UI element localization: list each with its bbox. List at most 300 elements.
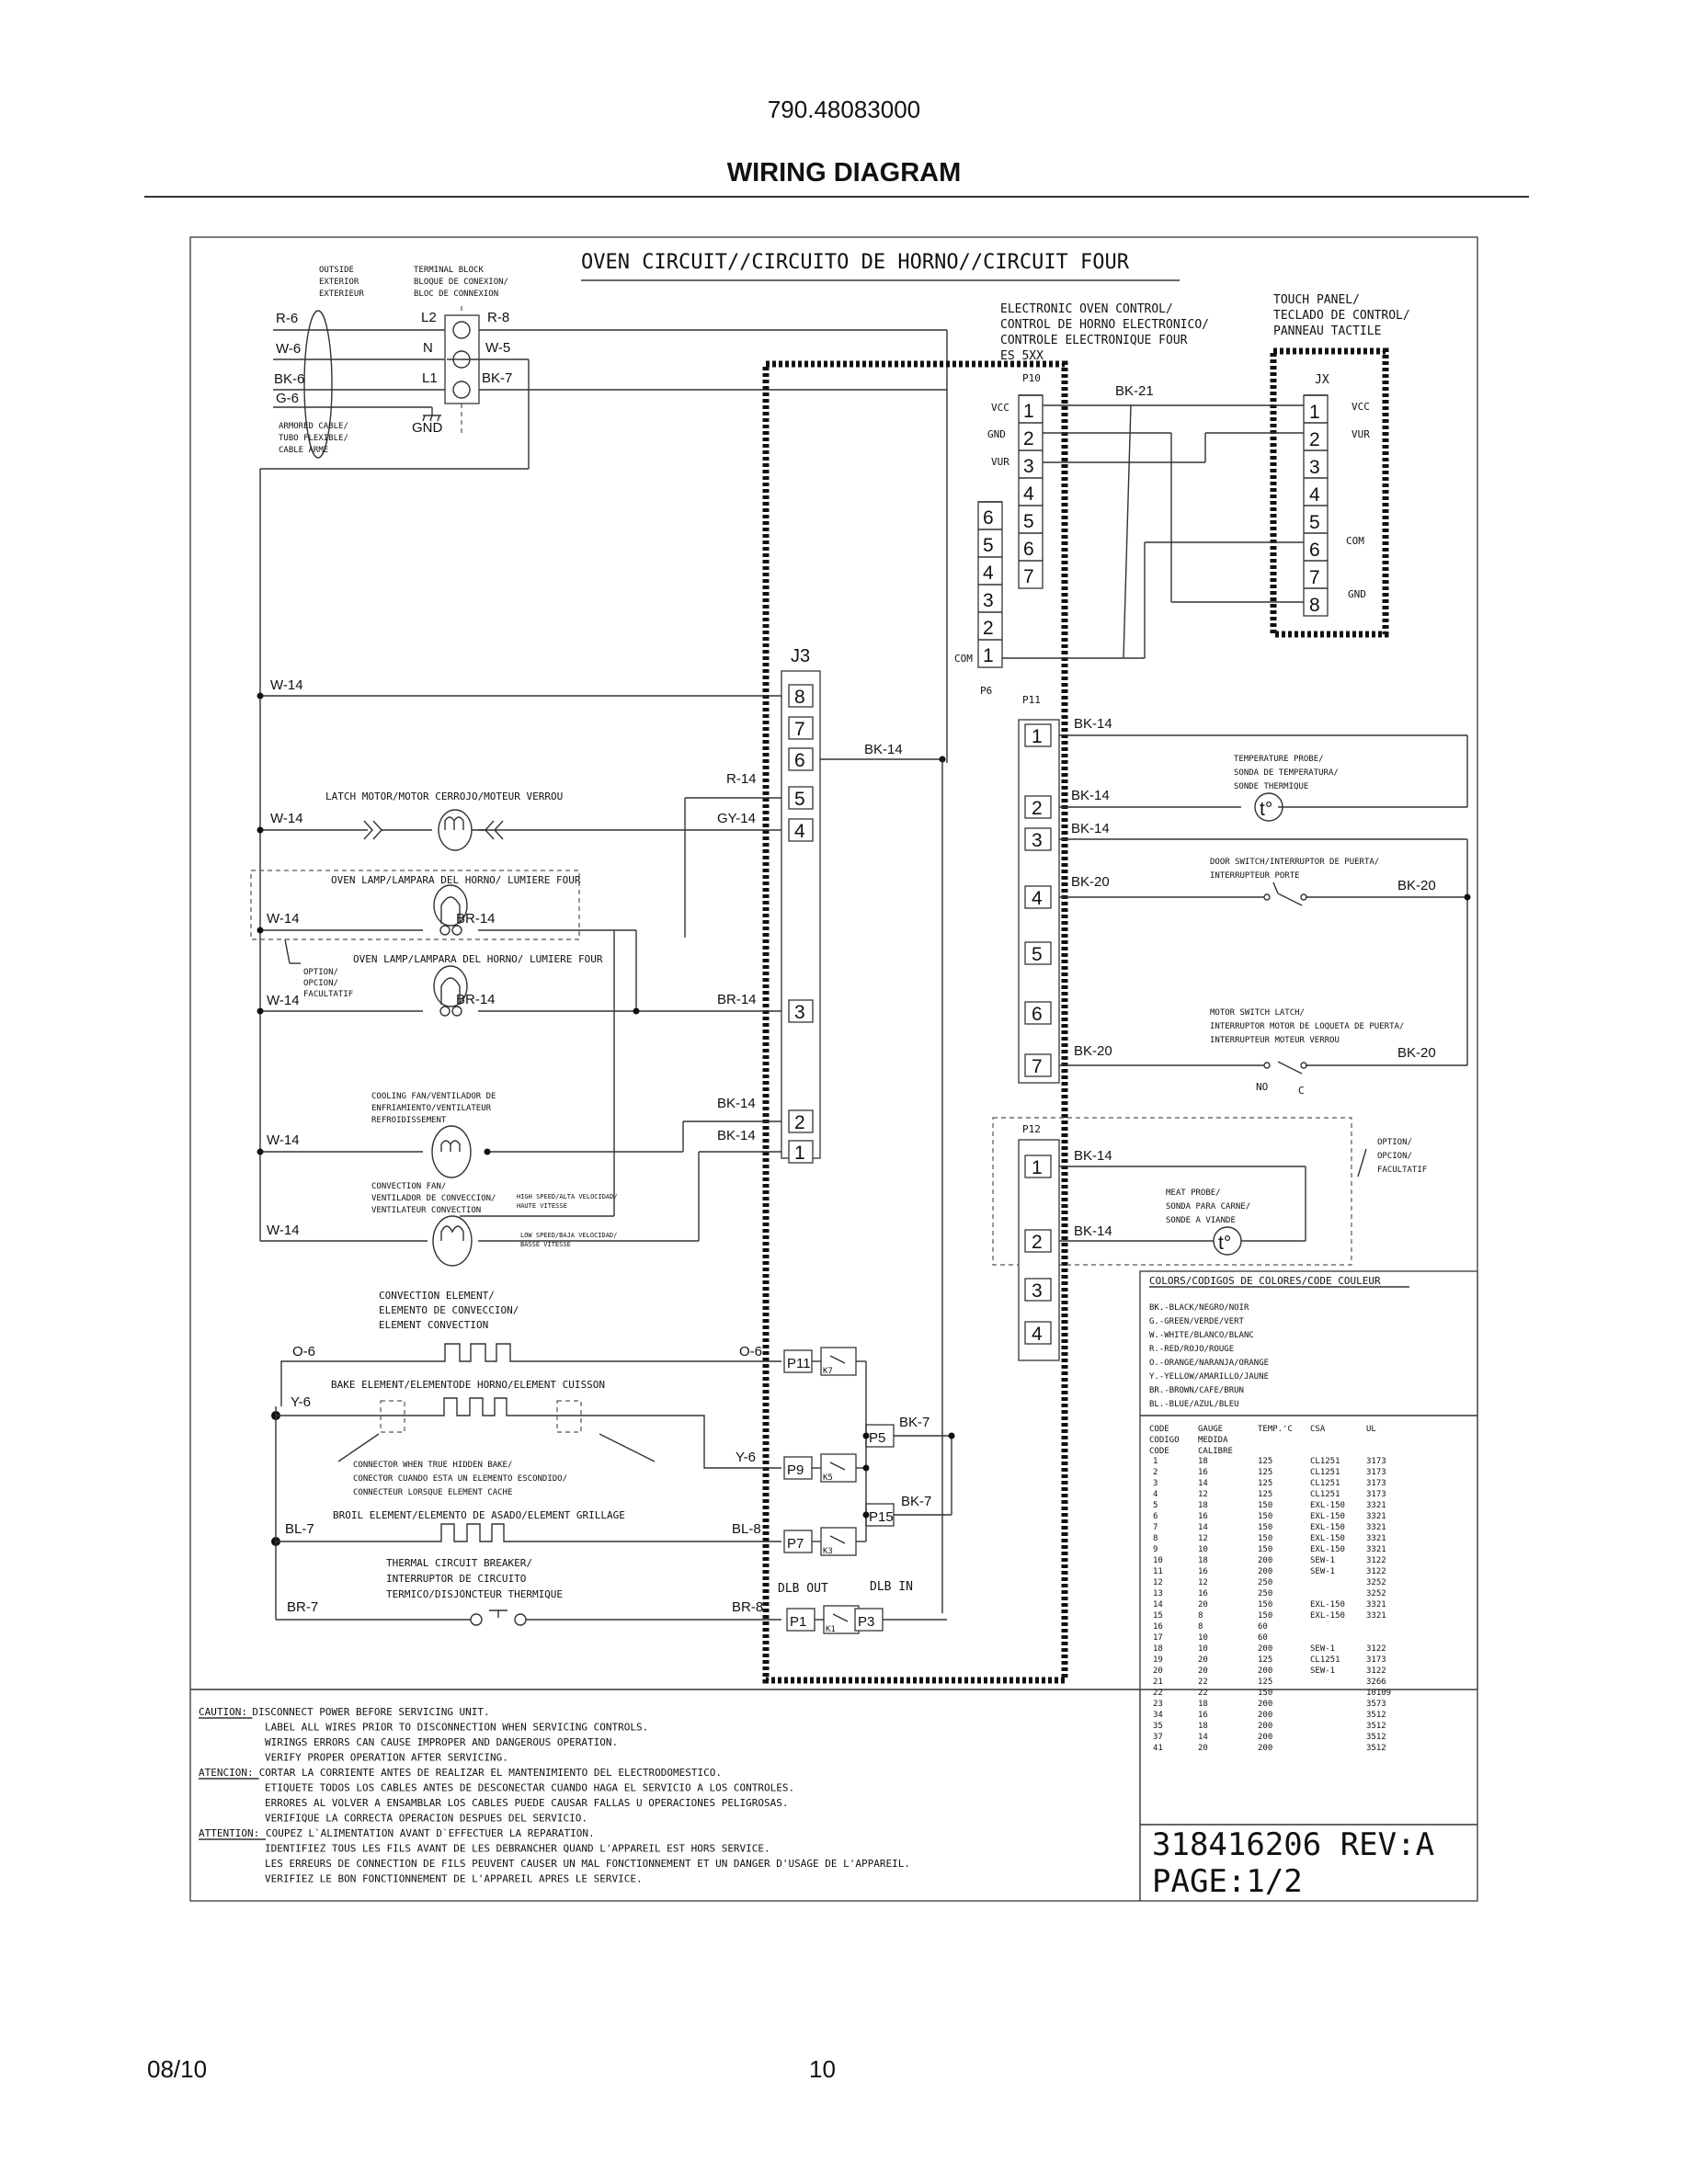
jx-pin: 5 bbox=[1309, 512, 1320, 533]
broil-element-label: BROIL ELEMENT/ELEMENTO DE ASADO/ELEMENT GRILLAGE bbox=[333, 1509, 625, 1521]
svg-text:125: 125 bbox=[1258, 1479, 1273, 1488]
svg-text:16: 16 bbox=[1198, 1512, 1208, 1521]
svg-text:DLB OUT: DLB OUT bbox=[778, 1582, 828, 1596]
svg-text:12: 12 bbox=[1198, 1578, 1208, 1587]
svg-text:3122: 3122 bbox=[1366, 1556, 1386, 1565]
relay-k7: K7 bbox=[823, 1367, 833, 1376]
relay-k3: K3 bbox=[823, 1547, 833, 1556]
svg-text:GND: GND bbox=[1348, 588, 1366, 600]
p12-pin: 2 bbox=[1032, 1232, 1043, 1253]
relay-k5: K5 bbox=[823, 1473, 833, 1483]
svg-text:EXL-150: EXL-150 bbox=[1310, 1501, 1345, 1510]
svg-text:3512: 3512 bbox=[1366, 1711, 1386, 1720]
svg-text:OVEN LAMP/LAMPARA DEL HORNO/ L: OVEN LAMP/LAMPARA DEL HORNO/ LUMIERE FOUR bbox=[353, 953, 603, 965]
bake-element-label: BAKE ELEMENT/ELEMENTODE HORNO/ELEMENT CUISSON bbox=[331, 1379, 606, 1391]
svg-text:LOW SPEED/BAJA VELOCIDAD/: LOW SPEED/BAJA VELOCIDAD/ bbox=[520, 1232, 618, 1239]
svg-text:CL1251: CL1251 bbox=[1310, 1490, 1340, 1499]
svg-text:SEW-1: SEW-1 bbox=[1310, 1666, 1336, 1676]
color-code-item: G.-GREEN/VERDE/VERT bbox=[1149, 1317, 1244, 1326]
jx-pin: 2 bbox=[1309, 429, 1320, 450]
svg-text:W-14: W-14 bbox=[267, 993, 300, 1008]
caution-line: COUPEZ L`ALIMENTATION AVANT D`EFFECTUER LA REPARATION. bbox=[266, 1827, 595, 1839]
svg-text:3: 3 bbox=[1153, 1479, 1158, 1488]
svg-text:INTERRUPTOR DE CIRCUITO: INTERRUPTOR DE CIRCUITO bbox=[386, 1573, 527, 1585]
svg-text:22: 22 bbox=[1153, 1689, 1163, 1698]
p10-pin: 3 bbox=[1023, 456, 1034, 477]
svg-text:3122: 3122 bbox=[1366, 1666, 1386, 1676]
svg-text:BK-20: BK-20 bbox=[1074, 1043, 1112, 1059]
svg-text:ELEMENTO DE CONVECCION/: ELEMENTO DE CONVECCION/ bbox=[379, 1304, 519, 1316]
svg-text:W-14: W-14 bbox=[270, 677, 303, 693]
p6-pin: 6 bbox=[983, 507, 994, 529]
svg-text:EXTERIEUR: EXTERIEUR bbox=[319, 290, 364, 299]
svg-text:200: 200 bbox=[1258, 1711, 1273, 1720]
svg-text:FACULTATIF: FACULTATIF bbox=[1377, 1166, 1428, 1175]
p6-pin: 1 bbox=[983, 645, 994, 666]
svg-text:CONVECTION FAN/: CONVECTION FAN/ bbox=[371, 1182, 447, 1191]
svg-text:BK-20: BK-20 bbox=[1397, 878, 1436, 893]
color-code-item: W.-WHITE/BLANCO/BLANC bbox=[1149, 1331, 1254, 1340]
svg-text:CONNECTOR WHEN TRUE HIDDEN BAK: CONNECTOR WHEN TRUE HIDDEN BAKE/ bbox=[353, 1461, 513, 1470]
svg-text:BR-14: BR-14 bbox=[456, 911, 496, 927]
svg-text:200: 200 bbox=[1258, 1733, 1273, 1742]
diagram-title: OVEN CIRCUIT//CIRCUITO DE HORNO//CIRCUIT FOUR bbox=[581, 251, 1130, 274]
svg-text:10: 10 bbox=[1198, 1644, 1208, 1654]
svg-text:COM: COM bbox=[1346, 535, 1364, 547]
svg-text:VUR: VUR bbox=[1352, 428, 1370, 440]
svg-text:3321: 3321 bbox=[1366, 1523, 1386, 1532]
svg-text:150: 150 bbox=[1258, 1523, 1273, 1532]
svg-text:THERMAL CIRCUIT BREAKER/: THERMAL CIRCUIT BREAKER/ bbox=[386, 1557, 532, 1569]
svg-text:20: 20 bbox=[1198, 1666, 1208, 1676]
svg-text:INTERRUPTOR MOTOR DE LOQUETA D: INTERRUPTOR MOTOR DE LOQUETA DE PUERTA/ bbox=[1210, 1022, 1405, 1031]
svg-text:VCC: VCC bbox=[1352, 401, 1370, 413]
svg-text:125: 125 bbox=[1258, 1457, 1273, 1466]
svg-text:COM: COM bbox=[954, 653, 973, 665]
svg-text:14: 14 bbox=[1198, 1733, 1208, 1742]
relay-pin-p11: P11 bbox=[787, 1356, 811, 1371]
svg-text:CONNECTEUR LORSQUE ELEMENT CAC: CONNECTEUR LORSQUE ELEMENT CACHE bbox=[353, 1488, 513, 1497]
svg-text:8: 8 bbox=[1153, 1534, 1158, 1543]
document-number: 318416206 REV:A bbox=[1152, 1826, 1435, 1863]
svg-text:125: 125 bbox=[1258, 1655, 1273, 1665]
svg-text:Y-6: Y-6 bbox=[736, 1450, 756, 1465]
svg-text:BLOC DE CONNEXION: BLOC DE CONNEXION bbox=[414, 290, 499, 299]
svg-text:BK-21: BK-21 bbox=[1115, 383, 1154, 399]
svg-text:BL-8: BL-8 bbox=[732, 1521, 761, 1537]
svg-text:18: 18 bbox=[1198, 1556, 1208, 1565]
jx-pin: 4 bbox=[1309, 484, 1320, 506]
color-code-item: Y.-YELLOW/AMARILLO/JAUNE bbox=[1149, 1372, 1270, 1382]
svg-text:BK-14: BK-14 bbox=[1074, 1148, 1112, 1164]
svg-text:TERMICO/DISJONCTEUR THERMIQUE: TERMICO/DISJONCTEUR THERMIQUE bbox=[386, 1588, 564, 1600]
svg-text:250: 250 bbox=[1258, 1589, 1273, 1598]
relay-k1: K1 bbox=[826, 1625, 836, 1634]
svg-text:BK-14: BK-14 bbox=[717, 1096, 756, 1111]
caution-line: VERIFIQUE LA CORRECTA OPERACION DESPUES DEL SERVICIO. bbox=[265, 1812, 587, 1825]
svg-text:8: 8 bbox=[1198, 1622, 1203, 1632]
svg-text:OVEN LAMP/LAMPARA DEL HORNO/ L: OVEN LAMP/LAMPARA DEL HORNO/ LUMIERE FOUR bbox=[331, 874, 581, 886]
svg-text:O-6: O-6 bbox=[292, 1344, 316, 1359]
svg-text:12: 12 bbox=[1198, 1534, 1208, 1543]
relay-pin-p15: P15 bbox=[869, 1509, 894, 1525]
svg-text:OPTION/: OPTION/ bbox=[303, 968, 338, 977]
page-title: WIRING DIAGRAM bbox=[726, 158, 962, 188]
svg-text:PANNEAU TACTILE: PANNEAU TACTILE bbox=[1273, 324, 1382, 338]
p10-pin: 7 bbox=[1023, 566, 1034, 587]
svg-text:20: 20 bbox=[1198, 1655, 1208, 1665]
jx-pin: 8 bbox=[1309, 595, 1320, 616]
gauge-table-header: CSA bbox=[1310, 1425, 1326, 1434]
gnd-label: GND bbox=[412, 420, 443, 436]
svg-text:200: 200 bbox=[1258, 1666, 1273, 1676]
caution-line: VERIFY PROPER OPERATION AFTER SERVICING. bbox=[265, 1751, 508, 1764]
svg-text:CABLE ARME: CABLE ARME bbox=[279, 446, 329, 455]
relay-pin-p7: P7 bbox=[787, 1536, 804, 1552]
latch-motor-label: LATCH MOTOR/MOTOR CERROJO/MOTEUR VERROU bbox=[325, 791, 564, 802]
svg-text:VCC: VCC bbox=[991, 402, 1009, 414]
svg-text:GND: GND bbox=[987, 428, 1006, 440]
caution-line: LABEL ALL WIRES PRIOR TO DISCONNECTION WHEN SERVICING CONTROLS. bbox=[265, 1721, 649, 1734]
p11-pin: 5 bbox=[1032, 944, 1043, 965]
gauge-table-header: MEDIDA bbox=[1198, 1436, 1228, 1445]
svg-text:BR-8: BR-8 bbox=[732, 1599, 764, 1615]
svg-text:BK-14: BK-14 bbox=[717, 1128, 756, 1143]
svg-text:3122: 3122 bbox=[1366, 1567, 1386, 1576]
svg-text:EXL-150: EXL-150 bbox=[1310, 1534, 1345, 1543]
p10-pin: 6 bbox=[1023, 539, 1034, 560]
svg-text:W-14: W-14 bbox=[270, 811, 303, 826]
svg-text:60: 60 bbox=[1258, 1633, 1268, 1643]
svg-text:3321: 3321 bbox=[1366, 1512, 1386, 1521]
relay-pin-p1: P1 bbox=[790, 1614, 807, 1630]
svg-text:BLOQUE DE CONEXION/: BLOQUE DE CONEXION/ bbox=[414, 278, 508, 287]
svg-text:23: 23 bbox=[1153, 1700, 1163, 1709]
page-indicator: PAGE:1/2 bbox=[1152, 1863, 1303, 1900]
svg-text:3252: 3252 bbox=[1366, 1578, 1386, 1587]
jx-pin: 3 bbox=[1309, 457, 1320, 478]
svg-text:COOLING FAN/VENTILADOR DE: COOLING FAN/VENTILADOR DE bbox=[371, 1092, 496, 1101]
svg-text:R-6: R-6 bbox=[276, 311, 299, 326]
svg-text:3173: 3173 bbox=[1366, 1479, 1386, 1488]
gauge-table-header: CODE bbox=[1149, 1425, 1169, 1434]
svg-text:JX: JX bbox=[1315, 373, 1329, 387]
svg-text:FACULTATIF: FACULTATIF bbox=[303, 990, 354, 999]
svg-text:SEW-1: SEW-1 bbox=[1310, 1567, 1336, 1576]
svg-text:18: 18 bbox=[1198, 1722, 1208, 1731]
svg-text:MEAT PROBE/: MEAT PROBE/ bbox=[1166, 1189, 1221, 1198]
model-number: 790.48083000 bbox=[767, 96, 921, 123]
svg-text:18: 18 bbox=[1198, 1700, 1208, 1709]
svg-text:16: 16 bbox=[1198, 1567, 1208, 1576]
j3-pin: 5 bbox=[794, 789, 805, 810]
svg-text:NO: NO bbox=[1256, 1081, 1269, 1093]
p11-pin: 7 bbox=[1032, 1056, 1043, 1077]
svg-text:BK-14: BK-14 bbox=[864, 742, 903, 757]
svg-text:16: 16 bbox=[1198, 1589, 1208, 1598]
svg-text:O-6: O-6 bbox=[739, 1344, 763, 1359]
svg-text:t°: t° bbox=[1260, 799, 1273, 820]
svg-text:R-14: R-14 bbox=[726, 771, 757, 787]
svg-text:CL1251: CL1251 bbox=[1310, 1479, 1340, 1488]
svg-text:HIGH SPEED/ALTA VELOCIDAD/: HIGH SPEED/ALTA VELOCIDAD/ bbox=[517, 1193, 618, 1200]
svg-text:150: 150 bbox=[1258, 1600, 1273, 1610]
svg-text:DOOR SWITCH/INTERRUPTOR DE PUE: DOOR SWITCH/INTERRUPTOR DE PUERTA/ bbox=[1210, 858, 1380, 867]
svg-text:10: 10 bbox=[1198, 1633, 1208, 1643]
color-code-item: BK.-BLACK/NEGRO/NOIR bbox=[1149, 1303, 1249, 1313]
svg-text:3321: 3321 bbox=[1366, 1600, 1386, 1610]
svg-text:L2: L2 bbox=[421, 310, 437, 325]
svg-text:125: 125 bbox=[1258, 1468, 1273, 1477]
svg-text:3573: 3573 bbox=[1366, 1700, 1386, 1709]
svg-text:20: 20 bbox=[1198, 1600, 1208, 1610]
svg-text:3321: 3321 bbox=[1366, 1534, 1386, 1543]
svg-text:4: 4 bbox=[1153, 1490, 1158, 1499]
svg-text:6: 6 bbox=[1153, 1512, 1158, 1521]
p10-pin: 1 bbox=[1023, 401, 1034, 422]
svg-text:W-14: W-14 bbox=[267, 1223, 300, 1238]
svg-text:ARMORED CABLE/: ARMORED CABLE/ bbox=[279, 422, 348, 431]
svg-text:21: 21 bbox=[1153, 1678, 1163, 1687]
svg-text:P6: P6 bbox=[980, 685, 993, 697]
svg-text:REFROIDISSEMENT: REFROIDISSEMENT bbox=[371, 1116, 447, 1125]
svg-text:10: 10 bbox=[1153, 1556, 1163, 1565]
svg-text:J3: J3 bbox=[791, 646, 811, 666]
svg-text:19: 19 bbox=[1153, 1655, 1163, 1665]
svg-text:DLB IN: DLB IN bbox=[870, 1580, 913, 1594]
svg-text:18: 18 bbox=[1198, 1501, 1208, 1510]
svg-text:MOTOR SWITCH LATCH/: MOTOR SWITCH LATCH/ bbox=[1210, 1008, 1305, 1018]
svg-text:18: 18 bbox=[1198, 1457, 1208, 1466]
svg-text:3173: 3173 bbox=[1366, 1655, 1386, 1665]
svg-text:7: 7 bbox=[1153, 1523, 1158, 1532]
svg-text:5: 5 bbox=[1153, 1501, 1158, 1510]
jx-pin: 1 bbox=[1309, 402, 1320, 423]
svg-text:35: 35 bbox=[1153, 1722, 1163, 1731]
svg-text:CL1251: CL1251 bbox=[1310, 1468, 1340, 1477]
svg-text:150: 150 bbox=[1258, 1512, 1273, 1521]
footer-date: 08/10 bbox=[147, 2055, 208, 2083]
caution-heading: CAUTION: bbox=[199, 1706, 247, 1718]
caution-heading: ATENCION: bbox=[199, 1767, 254, 1779]
svg-text:EXTERIOR: EXTERIOR bbox=[319, 278, 359, 287]
svg-text:P11: P11 bbox=[1022, 694, 1041, 706]
gauge-table-header: TEMP.'C bbox=[1258, 1425, 1293, 1434]
j3-pin: 2 bbox=[794, 1112, 805, 1133]
svg-text:150: 150 bbox=[1258, 1611, 1273, 1621]
caution-line: VERIFIEZ LE BON FONCTIONNEMENT DE L'APPAREIL APRES LE SERVICE. bbox=[265, 1872, 643, 1885]
svg-text:11: 11 bbox=[1153, 1567, 1163, 1576]
p11-pin: 2 bbox=[1032, 798, 1043, 819]
svg-text:12: 12 bbox=[1198, 1490, 1208, 1499]
p10-pin: 2 bbox=[1023, 428, 1034, 449]
p12-pin: 3 bbox=[1032, 1280, 1043, 1302]
svg-text:VUR: VUR bbox=[991, 456, 1009, 468]
j3-pin: 4 bbox=[794, 821, 805, 842]
svg-text:BASSE VITESSE: BASSE VITESSE bbox=[520, 1241, 571, 1248]
svg-text:BK-20: BK-20 bbox=[1397, 1045, 1436, 1061]
svg-text:VENTILATEUR CONVECTION: VENTILATEUR CONVECTION bbox=[371, 1206, 482, 1215]
gauge-table-header: UL bbox=[1366, 1425, 1376, 1434]
svg-text:BK-14: BK-14 bbox=[1071, 821, 1110, 836]
svg-text:BK-20: BK-20 bbox=[1071, 874, 1110, 890]
svg-text:16: 16 bbox=[1198, 1468, 1208, 1477]
svg-text:ENFRIAMIENTO/VENTILATEUR: ENFRIAMIENTO/VENTILATEUR bbox=[371, 1104, 492, 1113]
svg-text:CONECTOR CUANDO ESTA UN ELEMEN: CONECTOR CUANDO ESTA UN ELEMENTO ESCONDIDO/ bbox=[353, 1474, 567, 1484]
svg-text:SEW-1: SEW-1 bbox=[1310, 1556, 1336, 1565]
svg-text:3266: 3266 bbox=[1366, 1678, 1386, 1687]
svg-text:INTERRUPTEUR MOTEUR VERROU: INTERRUPTEUR MOTEUR VERROU bbox=[1210, 1036, 1340, 1045]
svg-text:R-8: R-8 bbox=[487, 310, 510, 325]
svg-text:OUTSIDE: OUTSIDE bbox=[319, 266, 354, 275]
svg-text:3512: 3512 bbox=[1366, 1722, 1386, 1731]
relay-pin-p9: P9 bbox=[787, 1462, 804, 1478]
svg-text:TERMINAL BLOCK: TERMINAL BLOCK bbox=[414, 266, 484, 275]
svg-text:BK-14: BK-14 bbox=[1074, 716, 1112, 732]
svg-text:12: 12 bbox=[1153, 1578, 1163, 1587]
svg-text:SEW-1: SEW-1 bbox=[1310, 1644, 1336, 1654]
svg-text:BK-7: BK-7 bbox=[901, 1494, 932, 1509]
svg-text:t°: t° bbox=[1218, 1233, 1232, 1254]
svg-text:150: 150 bbox=[1258, 1534, 1273, 1543]
svg-text:OPTION/: OPTION/ bbox=[1377, 1138, 1412, 1147]
svg-text:15: 15 bbox=[1153, 1611, 1163, 1621]
relay-pin-p3: P3 bbox=[858, 1614, 875, 1630]
svg-text:18: 18 bbox=[1153, 1644, 1163, 1654]
caution-heading: ATTENTION: bbox=[199, 1827, 260, 1839]
svg-text:200: 200 bbox=[1258, 1744, 1273, 1753]
svg-text:3321: 3321 bbox=[1366, 1501, 1386, 1510]
svg-text:8: 8 bbox=[1198, 1611, 1203, 1621]
j3-pin: 7 bbox=[794, 719, 805, 740]
svg-text:3321: 3321 bbox=[1366, 1611, 1386, 1621]
svg-text:3122: 3122 bbox=[1366, 1644, 1386, 1654]
svg-text:HAUTE VITESSE: HAUTE VITESSE bbox=[517, 1202, 567, 1210]
color-code-item: BR.-BROWN/CAFE/BRUN bbox=[1149, 1386, 1244, 1395]
svg-text:ES 5XX: ES 5XX bbox=[1000, 349, 1044, 363]
svg-text:3173: 3173 bbox=[1366, 1468, 1386, 1477]
svg-text:125: 125 bbox=[1258, 1490, 1273, 1499]
svg-text:Y-6: Y-6 bbox=[291, 1394, 311, 1410]
svg-text:41: 41 bbox=[1153, 1744, 1163, 1753]
svg-text:SONDA DE TEMPERATURA/: SONDA DE TEMPERATURA/ bbox=[1234, 768, 1339, 778]
caution-line: LES ERREURS DE CONNECTION DE FILS PEUVENT CAUSER UN MAL FONCTIONNEMENT ET UN DANGER D'USAGE DE L'APPAREIL. bbox=[265, 1858, 910, 1870]
svg-text:L1: L1 bbox=[422, 370, 438, 386]
p11-pin: 3 bbox=[1032, 830, 1043, 851]
svg-text:SONDE A VIANDE: SONDE A VIANDE bbox=[1166, 1216, 1236, 1225]
gauge-table-header: CODE bbox=[1149, 1447, 1169, 1456]
svg-text:EXL-150: EXL-150 bbox=[1310, 1611, 1345, 1621]
svg-text:BK-7: BK-7 bbox=[482, 370, 513, 386]
svg-text:BR-7: BR-7 bbox=[287, 1599, 319, 1615]
svg-text:3512: 3512 bbox=[1366, 1733, 1386, 1742]
color-code-item: R.-RED/ROJO/ROUGE bbox=[1149, 1345, 1235, 1354]
p6-pin: 4 bbox=[983, 563, 994, 584]
svg-text:OPCION/: OPCION/ bbox=[1377, 1152, 1412, 1161]
svg-text:200: 200 bbox=[1258, 1644, 1273, 1654]
svg-text:200: 200 bbox=[1258, 1700, 1273, 1709]
svg-text:CONTROLE ELECTRONIQUE FOUR: CONTROLE ELECTRONIQUE FOUR bbox=[1000, 334, 1188, 347]
svg-text:3512: 3512 bbox=[1366, 1744, 1386, 1753]
svg-text:SONDA PARA CARNE/: SONDA PARA CARNE/ bbox=[1166, 1202, 1251, 1211]
gauge-table-header: CODIGO bbox=[1149, 1436, 1180, 1445]
svg-text:3173: 3173 bbox=[1366, 1457, 1386, 1466]
svg-text:20: 20 bbox=[1198, 1744, 1208, 1753]
svg-text:150: 150 bbox=[1258, 1501, 1273, 1510]
svg-text:250: 250 bbox=[1258, 1578, 1273, 1587]
p12-pin: 4 bbox=[1032, 1324, 1043, 1345]
svg-text:200: 200 bbox=[1258, 1556, 1273, 1565]
svg-text:37: 37 bbox=[1153, 1733, 1163, 1742]
svg-text:BK-7: BK-7 bbox=[899, 1415, 930, 1430]
gauge-table-header: GAUGE bbox=[1198, 1425, 1224, 1434]
svg-text:C: C bbox=[1298, 1085, 1305, 1097]
jx-pin: 6 bbox=[1309, 540, 1320, 561]
svg-text:CL1251: CL1251 bbox=[1310, 1655, 1340, 1665]
svg-text:P12: P12 bbox=[1022, 1123, 1041, 1135]
svg-text:ELECTRONIC OVEN CONTROL/: ELECTRONIC OVEN CONTROL/ bbox=[1000, 302, 1173, 316]
svg-text:3321: 3321 bbox=[1366, 1545, 1386, 1554]
svg-text:EXL-150: EXL-150 bbox=[1310, 1512, 1345, 1521]
p11-pin: 1 bbox=[1032, 726, 1043, 747]
svg-text:10: 10 bbox=[1198, 1545, 1208, 1554]
svg-text:1: 1 bbox=[1153, 1457, 1158, 1466]
svg-text:2: 2 bbox=[1153, 1468, 1158, 1477]
svg-text:150: 150 bbox=[1258, 1689, 1273, 1698]
caution-line: IDENTIFIEZ TOUS LES FILS AVANT DE LES DEBRANCHER QUAND L'APPAREIL EST HORS SERVICE. bbox=[265, 1842, 770, 1855]
svg-text:EXL-150: EXL-150 bbox=[1310, 1545, 1345, 1554]
svg-text:W-14: W-14 bbox=[267, 1132, 300, 1148]
p10-pin: 5 bbox=[1023, 511, 1034, 532]
svg-text:13: 13 bbox=[1153, 1589, 1163, 1598]
svg-text:200: 200 bbox=[1258, 1567, 1273, 1576]
svg-text:P10: P10 bbox=[1022, 372, 1041, 384]
svg-text:34: 34 bbox=[1153, 1711, 1163, 1720]
svg-text:125: 125 bbox=[1258, 1678, 1273, 1687]
p11-pin: 6 bbox=[1032, 1004, 1043, 1025]
p12-pin: 1 bbox=[1032, 1157, 1043, 1178]
j3-pin: 3 bbox=[794, 1002, 805, 1023]
relay-pin-p5: P5 bbox=[869, 1430, 886, 1446]
svg-text:W-14: W-14 bbox=[267, 911, 300, 927]
svg-text:14: 14 bbox=[1198, 1479, 1208, 1488]
j3-connector bbox=[781, 671, 820, 1158]
svg-text:SONDE THERMIQUE: SONDE THERMIQUE bbox=[1234, 782, 1309, 791]
svg-text:GY-14: GY-14 bbox=[717, 811, 756, 826]
svg-text:9: 9 bbox=[1153, 1545, 1158, 1554]
svg-text:BK-14: BK-14 bbox=[1074, 1223, 1112, 1239]
svg-text:CONTROL DE HORNO ELECTRONICO/: CONTROL DE HORNO ELECTRONICO/ bbox=[1000, 318, 1209, 332]
svg-text:INTERRUPTEUR PORTE: INTERRUPTEUR PORTE bbox=[1210, 871, 1300, 881]
colors-legend-title: COLORS/CODIGOS DE COLORES/CODE COULEUR bbox=[1149, 1275, 1381, 1287]
svg-text:VENTILADOR DE CONVECCION/: VENTILADOR DE CONVECCION/ bbox=[371, 1194, 496, 1203]
svg-text:EXL-150: EXL-150 bbox=[1310, 1600, 1345, 1610]
svg-text:14: 14 bbox=[1198, 1523, 1208, 1532]
jx-connector bbox=[1304, 395, 1328, 616]
color-code-item: O.-ORANGE/NARANJA/ORANGE bbox=[1149, 1359, 1270, 1368]
svg-text:3173: 3173 bbox=[1366, 1490, 1386, 1499]
svg-text:150: 150 bbox=[1258, 1545, 1273, 1554]
svg-text:CONVECTION ELEMENT/: CONVECTION ELEMENT/ bbox=[379, 1290, 495, 1302]
svg-text:G-6: G-6 bbox=[276, 391, 300, 406]
j3-pin: 1 bbox=[794, 1143, 805, 1164]
svg-text:BK-6: BK-6 bbox=[274, 371, 305, 387]
svg-text:W-6: W-6 bbox=[276, 341, 302, 357]
svg-text:CL1251: CL1251 bbox=[1310, 1457, 1340, 1466]
svg-text:20: 20 bbox=[1153, 1666, 1163, 1676]
svg-text:EXL-150: EXL-150 bbox=[1310, 1523, 1345, 1532]
caution-line: ERRORES AL VOLVER A ENSAMBLAR LOS CABLES PUEDE CAUSAR FALLAS U OPERACIONES PELIGROSAS. bbox=[265, 1797, 789, 1809]
